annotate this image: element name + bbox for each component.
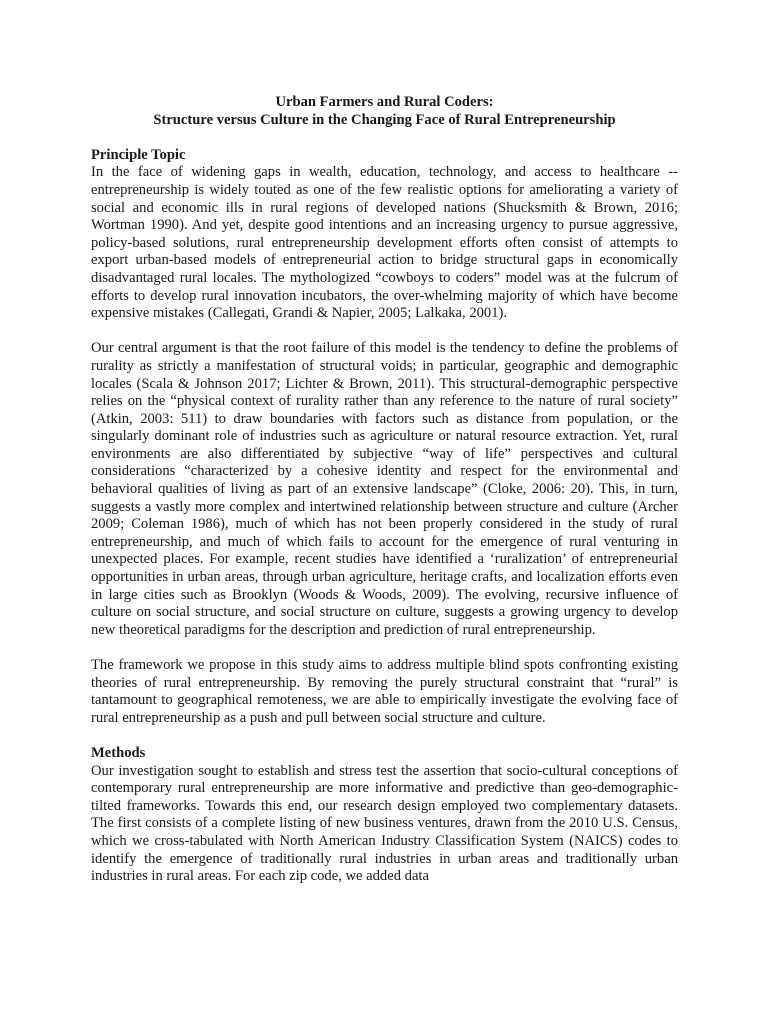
paragraph: In the face of widening gaps in wealth, education, technology, and access to healthcare -- entrepreneurship is widely touted as one of the few realistic options for ameliorating a variety of social and economic ills in rural regions of developed nations (Shucksmith & Brown, 2016; Wortman 1990). And yet, despite good intentions and an increasing urgency to pursue aggressive, policy-based solutions, rural entrepreneurship development efforts often consist of attempts to export urban-based models of entrepreneurial action to bridge structural gaps in economically disadvantaged rural locales. The mythologized “cowboys to coders” model was at the fulcrum of efforts to develop rural innovation incubators, the over-whelming majority of which have become expensive mistakes (Callegati, Grandi & Napier, 2005; Lalkaka, 2001).	[91, 164, 678, 322]
document-title	[91, 94, 678, 129]
section-principle-topic	[91, 147, 678, 728]
section-heading: Principle Topic	[91, 146, 186, 163]
section-methods	[91, 745, 678, 886]
paragraph: Our central argument is that the root failure of this model is the tendency to define the problems of rurality as strictly a manifestation of structural voids; in particular, geographic and demographic locales (Scala & Johnson 2017; Lichter & Brown, 2011). This structural-demographic perspective relies on the “physical context of rurality rather than any reference to the nature of rural society” (Atkin, 2003: 511) to draw boundaries with factors such as distance from population, or the singularly dominant role of industries such as agriculture or natural resource extraction. Yet, rural environments are also differentiated by subjective “way of life” perspectives and cultural considerations “characterized by a cohesive identity and respect for the environmental and behavioral qualities of living as part of an extensive landscape” (Cloke, 2006: 20). This, in turn, suggests a vastly more complex and intertwined relationship between structure and culture (Archer 2009; Coleman 1986), much of which has not been properly considered in the study of rural entrepreneurship, and much of which fails to account for the emergence of rural venturing in unexpected places. For example, recent studies have identified a ‘ruralization’ of entrepreneurial opportunities in urban areas, through urban agriculture, heritage crafts, and localization efforts even in large cities such as Brooklyn (Woods & Woods, 2009). The evolving, recursive influence of culture on social structure, and social structure on culture, suggests a growing urgency to develop new theoretical paradigms for the description and prediction of rural entrepreneurship.	[91, 340, 678, 638]
title-line-1: Urban Farmers and Rural Coders:	[275, 94, 494, 110]
title-line-2: Structure versus Culture in the Changing Face of Rural Entrepreneurship	[153, 111, 616, 128]
paragraph: The framework we propose in this study aims to address multiple blind spots confronting existing theories of rural entrepreneurship. By removing the purely structural constraint that “rural” is tantamount to geographical remoteness, we are able to empirically investigate the evolving face of rural entrepreneurship as a push and pull between social structure and culture.	[91, 657, 678, 726]
paragraph: Our investigation sought to establish and stress test the assertion that socio-cultural conceptions of contemporary rural entrepreneurship are more informative and predictive than geo-demographic-tilted frameworks. Towards this end, our research design employed two complementary datasets. The first consists of a complete listing of new business ventures, drawn from the 2010 U.S. Census, which we cross-tabulated with North American Industry Classification System (NAICS) codes to identify the emergence of traditionally rural industries in urban areas and traditionally urban industries in rural areas. For each zip code, we added data	[91, 762, 678, 885]
document-body	[91, 94, 678, 886]
section-heading: Methods	[91, 744, 146, 761]
